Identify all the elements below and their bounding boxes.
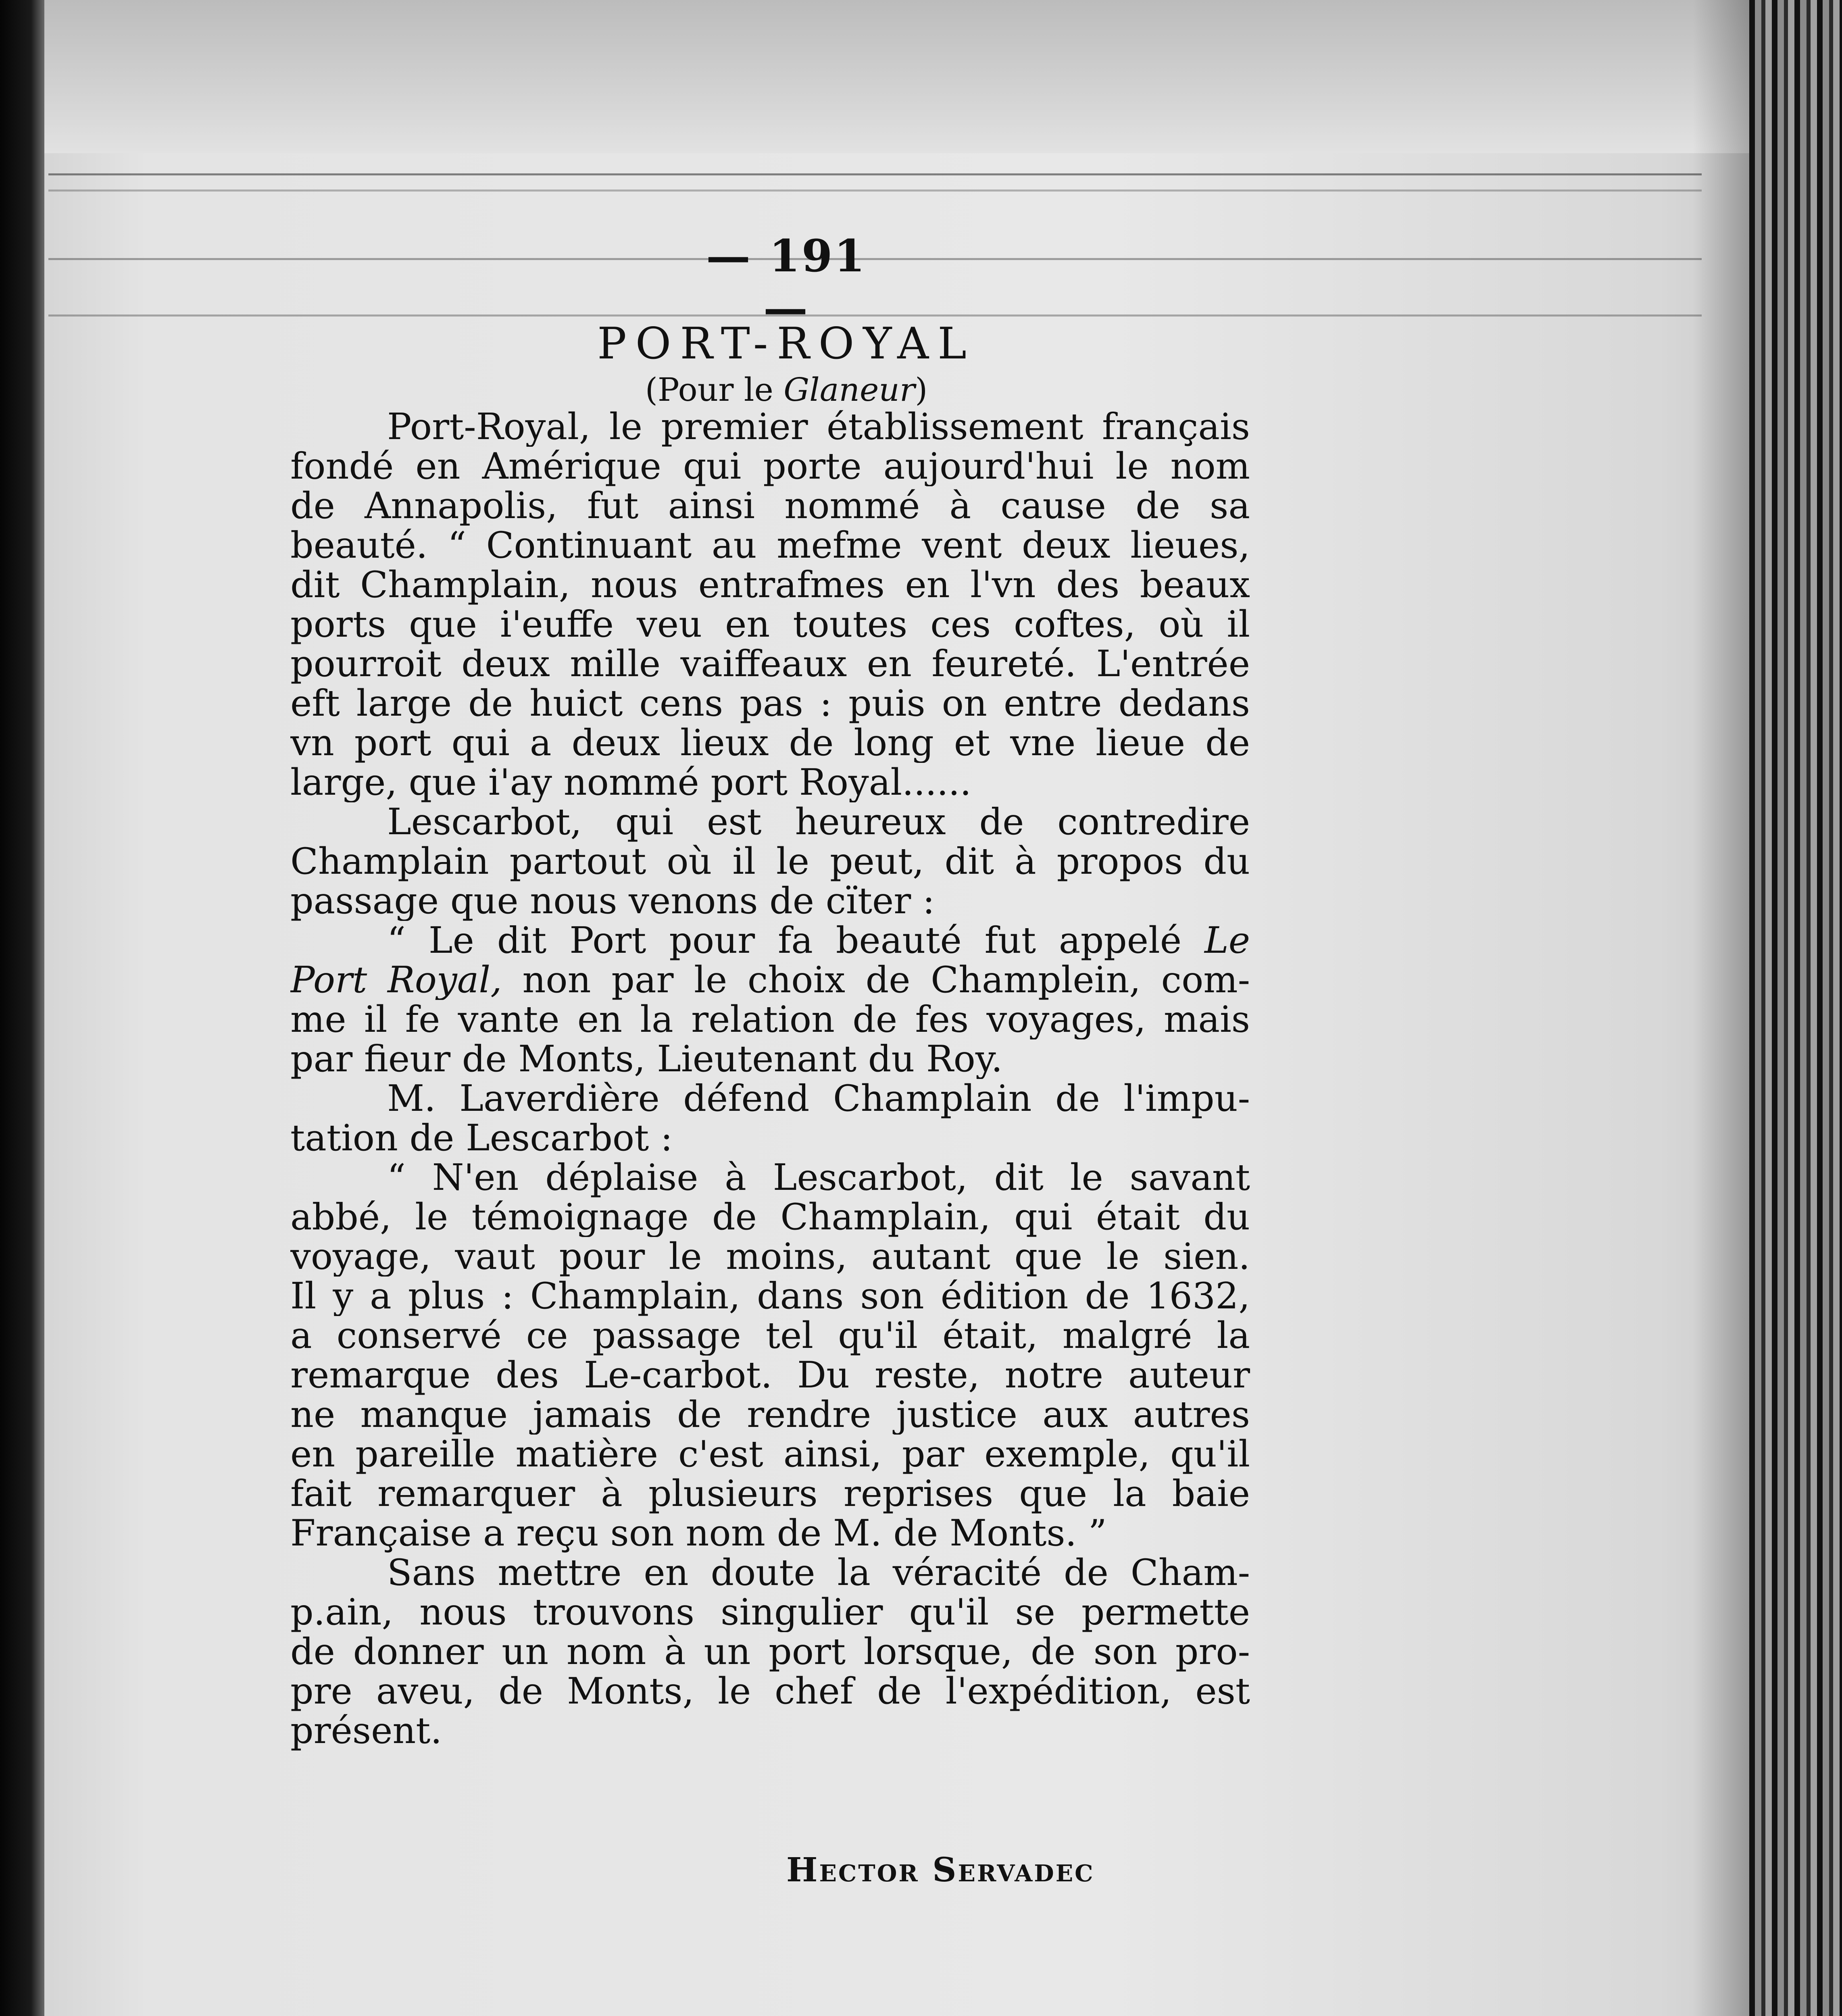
text-line: [290, 763, 1250, 802]
line-text: Française a reçu son nom de M. de Monts. ”: [290, 1514, 1107, 1553]
line-text: M. Laverdière défend Champlain de l'impu-: [387, 1079, 1250, 1118]
line-text: eft large de huict cens pas : puis on entre dedans: [290, 684, 1250, 723]
line-text: de donner un nom à un port lorsque, de son pro-: [290, 1632, 1250, 1672]
line-text: pre aveu, de Monts, le chef de l'expédition, est: [290, 1672, 1250, 1711]
line-text: abbé, le témoignage de Champlain, qui était du: [290, 1198, 1250, 1237]
line-text: fondé en Amérique qui porte aujourd'hui le nom: [290, 447, 1250, 486]
line-text: fait remarquer à plusieurs reprises que la baie: [290, 1474, 1250, 1514]
text-line: [290, 1039, 1250, 1079]
subtitle-prefix: (Pour le: [645, 371, 784, 408]
line-text: ne manque jamais de rendre justice aux autres: [290, 1395, 1250, 1435]
top-rule-1: [48, 173, 1702, 175]
text-line: [290, 1632, 1250, 1672]
line-text: dit Champlain, nous entrafmes en l'vn des beaux: [290, 565, 1250, 605]
line-text: p.ain, nous trouvons singulier qu'il se permette: [290, 1593, 1250, 1632]
text-line: [290, 605, 1250, 644]
line-text: de Annapolis, fut ainsi nommé à cause de sa: [290, 486, 1250, 526]
text-line: [290, 684, 1250, 723]
text-line: [290, 1474, 1250, 1514]
line-text: beauté. “ Continuant au mefme vent deux lieues,: [290, 526, 1250, 565]
article-title: PORT-ROYAL: [597, 319, 975, 369]
article-body: [290, 407, 1250, 1751]
text-line: [290, 1395, 1250, 1435]
text-line: [290, 526, 1250, 565]
text-line: [290, 644, 1250, 684]
subtitle-italic: Glaneur: [783, 371, 915, 408]
italic-text: Le: [1204, 921, 1250, 960]
author-signature: Hector Servadec: [786, 1851, 1095, 1889]
text-line: [290, 1277, 1250, 1316]
text-line: [290, 1435, 1250, 1474]
line-text: par fieur de Monts, Lieutenant du Roy.: [290, 1039, 1003, 1079]
text-line: [290, 960, 1250, 1000]
text-line: [290, 486, 1250, 526]
line-text: ports que i'euffe veu en toutes ces coftes, où il: [290, 605, 1250, 644]
subtitle-suffix: ): [915, 371, 928, 408]
page-edges: [1749, 0, 1842, 2016]
text-line: [290, 565, 1250, 605]
line-text: vn port qui a deux lieux de long et vne lieue de: [290, 723, 1250, 763]
text-line: [290, 1079, 1250, 1118]
text-line: [290, 802, 1250, 842]
text-line: [290, 1118, 1250, 1158]
text-line: [290, 1672, 1250, 1711]
text-line: [290, 407, 1250, 447]
line-text: voyage, vaut pour le moins, autant que le sien.: [290, 1237, 1250, 1277]
binding-shadow: [0, 0, 44, 2016]
text-line: [290, 1237, 1250, 1277]
text-line: [290, 723, 1250, 763]
text-line: [290, 1356, 1250, 1395]
text-line: [290, 1514, 1250, 1553]
text-line: [290, 1711, 1250, 1751]
line-text: “ Le dit Port pour fa beauté fut appelé: [387, 921, 1182, 960]
text-line: [290, 1316, 1250, 1356]
line-text: “ N'en déplaise à Lescarbot, dit le savant: [387, 1158, 1250, 1198]
italic-text: Port Royal,: [290, 960, 502, 1000]
text-line: [290, 1593, 1250, 1632]
top-rule-2: [48, 190, 1702, 192]
line-text: remarque des Le-carbot. Du reste, notre auteur: [290, 1356, 1250, 1395]
page-number: — 191 —: [706, 230, 867, 334]
text-line: [290, 1158, 1250, 1198]
line-text: Il y a plus : Champlain, dans son édition de 1632,: [290, 1277, 1250, 1316]
page-shade: [1693, 0, 1749, 2016]
line-text: tation de Lescarbot :: [290, 1118, 673, 1158]
line-text: large, que i'ay nommé port Royal......: [290, 763, 971, 802]
line-text: Sans mettre en doute la véracité de Cham-: [387, 1553, 1250, 1593]
line-text: Port-Royal, le premier établissement français: [387, 407, 1250, 447]
text-line: [290, 447, 1250, 486]
line-text: pourroit deux mille vaiffeaux en feureté. L'entrée: [290, 644, 1250, 684]
line-text: Lescarbot, qui est heureux de contredire: [387, 802, 1250, 842]
line-text: non par le choix de Champlein, com-: [502, 960, 1250, 1000]
line-text: passage que nous venons de cïter :: [290, 881, 935, 921]
line-text: en pareille matière c'est ainsi, par exemple, qu'il: [290, 1435, 1250, 1474]
top-band: [44, 0, 1754, 153]
line-text: Champlain partout où il le peut, dit à propos du: [290, 842, 1250, 881]
text-line: [290, 1000, 1250, 1039]
text-line: [290, 881, 1250, 921]
line-text: me il fe vante en la relation de fes voyages, mais: [290, 1000, 1250, 1039]
text-line: [290, 921, 1250, 960]
text-line: [290, 1553, 1250, 1593]
text-line: [290, 1198, 1250, 1237]
text-line: [290, 842, 1250, 881]
article-subtitle: [605, 371, 968, 408]
line-text: présent.: [290, 1711, 442, 1751]
line-text: a conservé ce passage tel qu'il était, malgré la: [290, 1316, 1250, 1356]
